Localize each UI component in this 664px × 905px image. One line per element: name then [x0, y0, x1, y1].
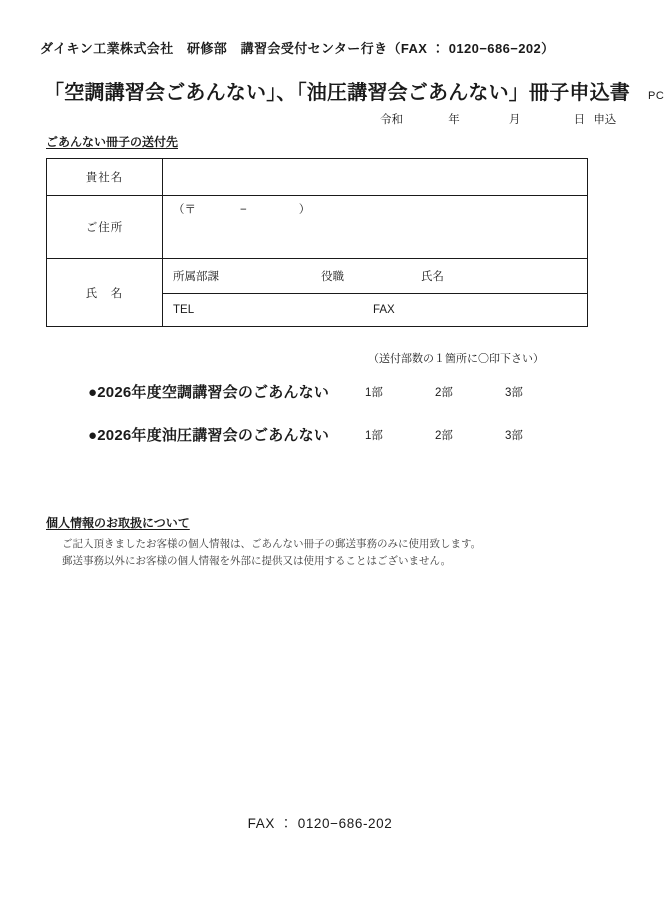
address-field[interactable]: [163, 196, 588, 259]
contact-field[interactable]: [163, 294, 588, 327]
postal-dash: −: [240, 204, 247, 216]
pc-mark: PC: [648, 90, 664, 102]
privacy-section-body: [62, 536, 481, 570]
order-item-air-conditioning: [0, 381, 640, 401]
name-label: 氏 名: [47, 259, 163, 327]
date-year-unit: 年: [448, 114, 460, 126]
date-suffix-label: 申込: [593, 114, 617, 126]
table-row-name-upper: [47, 259, 588, 294]
person-name-label: 氏名: [421, 271, 444, 283]
page-title: 「空調講習会ごあんない」、「油圧講習会ごあんない」冊子申込書: [44, 82, 630, 104]
department-label: 所属部課: [173, 271, 219, 283]
date-month-unit: 月: [508, 114, 521, 126]
fax-label: FAX: [373, 304, 395, 316]
submission-date-line: [380, 111, 616, 127]
privacy-line-1: ご記入頂きましたお客様の個人情報は、ごあんない冊子の郵送事務のみに使用致します。: [62, 538, 482, 550]
addressee-line: ダイキン工業株式会社 研修部 講習会受付センター行き（FAX ： 0120−686−202）: [40, 41, 555, 56]
address-label: ご住所: [47, 196, 163, 259]
company-name-label: 貴社名: [47, 159, 163, 196]
position-label: 役職: [321, 271, 344, 283]
postal-code-template: （〒 − ）: [173, 204, 311, 216]
date-era-label: 令和: [380, 114, 403, 126]
copies-instruction-note: （送付部数の１箇所に〇印下さい）: [368, 353, 544, 365]
table-row-company: [47, 159, 588, 196]
tel-label: TEL: [173, 304, 195, 316]
name-detail-field[interactable]: [163, 259, 588, 294]
footer-fax-number: FAX ： 0120−686-202: [247, 816, 393, 831]
qty-option-3[interactable]: 3部: [505, 387, 523, 399]
qty-option-2[interactable]: 2部: [435, 387, 453, 399]
company-name-field[interactable]: [163, 159, 588, 196]
privacy-line-2: 郵送事務以外にお客様の個人情報を外部に提供又は使用することはございません。: [62, 555, 452, 567]
qty-option-1[interactable]: 1部: [365, 430, 383, 442]
qty-option-2[interactable]: 2部: [435, 430, 453, 442]
contact-field-group: [173, 304, 587, 316]
shipping-section-label: ごあんない冊子の送付先: [46, 135, 179, 149]
postal-mark-icon: 〒: [184, 204, 196, 216]
name-field-group: [173, 268, 587, 284]
document-title-row: [44, 76, 664, 105]
date-day-unit: 日: [573, 114, 586, 126]
privacy-section-label: 個人情報のお取扱について: [46, 516, 190, 530]
order-item-hydraulics: [0, 424, 640, 444]
qty-option-1[interactable]: 1部: [365, 387, 383, 399]
qty-option-3[interactable]: 3部: [505, 430, 523, 442]
order-item-label: ●2026年度油圧講習会のごあんない: [88, 427, 330, 444]
table-row-address: [47, 196, 588, 259]
shipping-details-table: [46, 158, 588, 327]
order-item-label: ●2026年度空調講習会のごあんない: [88, 384, 330, 401]
